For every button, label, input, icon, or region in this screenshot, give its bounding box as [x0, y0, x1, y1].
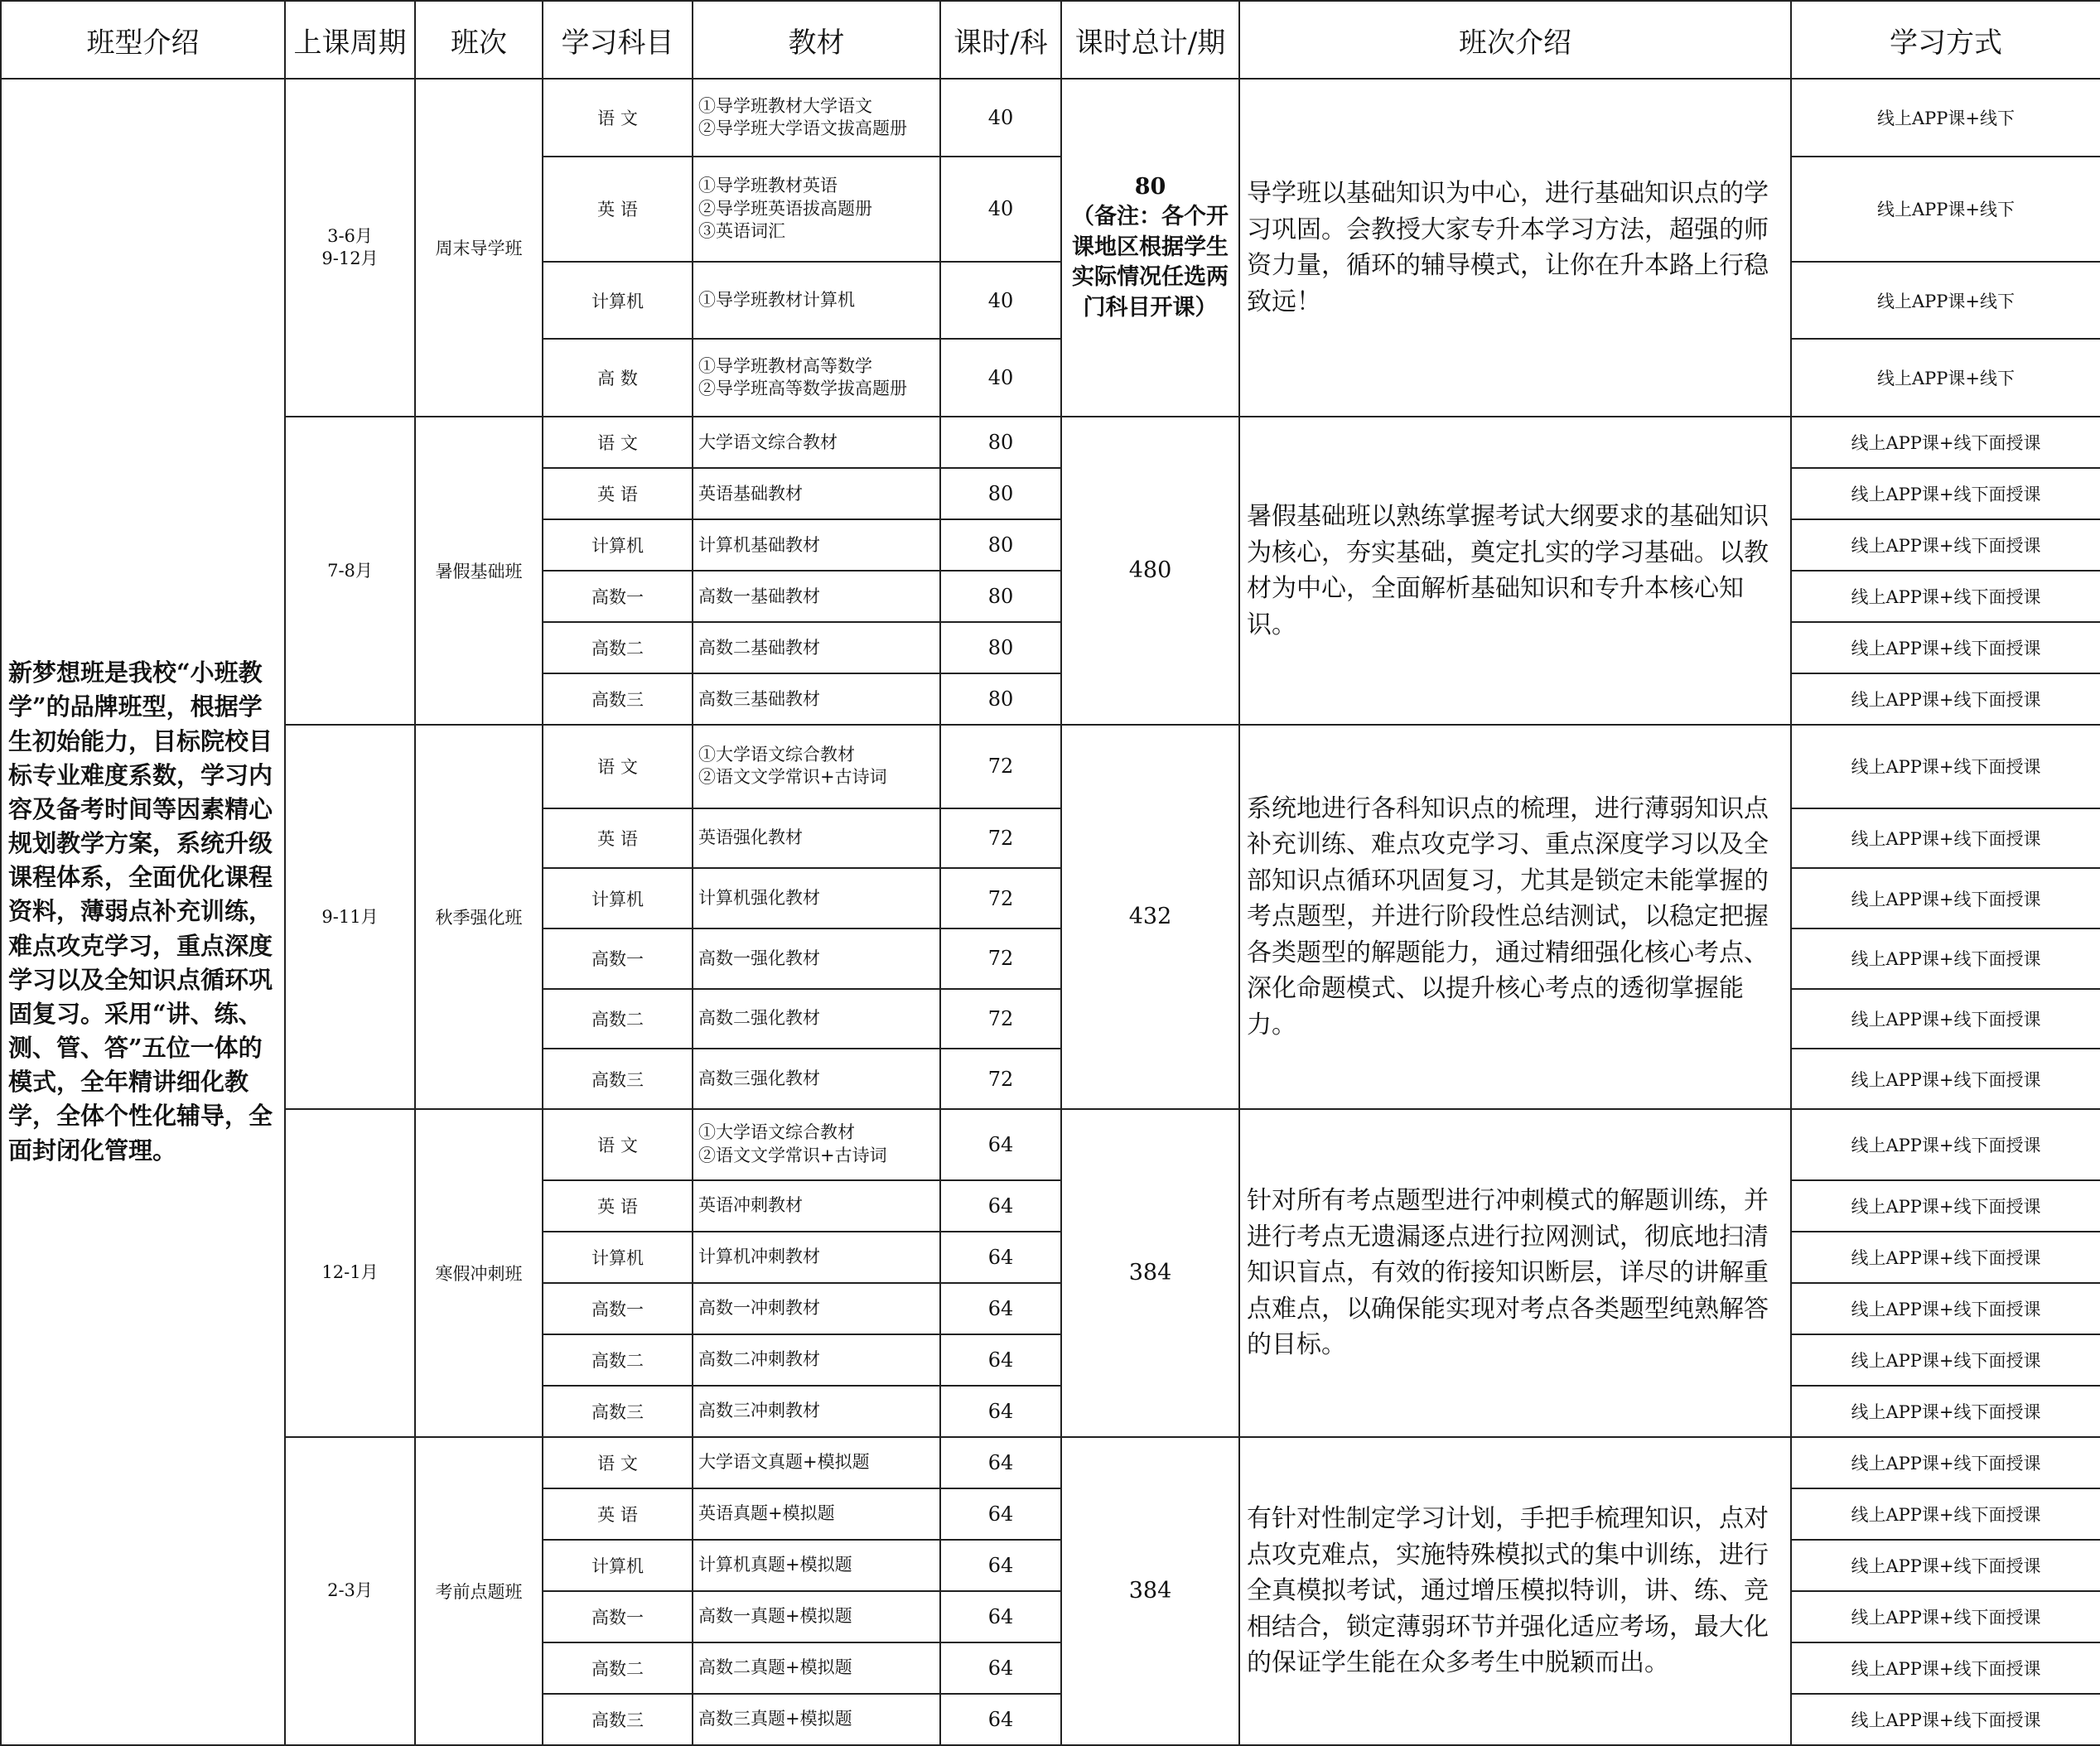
material-cell: 计算机强化教材 — [693, 868, 940, 928]
header-class: 班次 — [415, 1, 543, 79]
hours-cell: 64 — [940, 1437, 1061, 1488]
table-row — [1, 417, 2100, 468]
study-method-cell: 线上APP课+线下 — [1791, 262, 2100, 340]
header-hours: 课时/科 — [940, 1, 1061, 79]
subject-cell: 高数三 — [543, 1694, 693, 1745]
subject-cell: 英 语 — [543, 468, 693, 519]
material-cell: 计算机基础教材 — [693, 519, 940, 571]
subject-cell: 高数三 — [543, 1386, 693, 1437]
table-row — [1, 1109, 2100, 1180]
header-row — [1, 1, 2100, 79]
hours-cell: 72 — [940, 868, 1061, 928]
subject-cell: 英 语 — [543, 1488, 693, 1540]
class-name-cell: 秋季强化班 — [415, 725, 543, 1109]
study-method-cell: 线上APP课+线下面授课 — [1791, 571, 2100, 622]
material-cell: 高数二冲刺教材 — [693, 1334, 940, 1386]
subject-cell: 高数二 — [543, 1642, 693, 1694]
subject-cell: 高数二 — [543, 1334, 693, 1386]
hours-cell: 80 — [940, 622, 1061, 673]
class-name-cell: 考前点题班 — [415, 1437, 543, 1745]
hours-cell: 64 — [940, 1642, 1061, 1694]
study-method-cell: 线上APP课+线下面授课 — [1791, 1437, 2100, 1488]
study-method-cell: 线上APP课+线下面授课 — [1791, 1283, 2100, 1334]
header-description: 班次介绍 — [1239, 1, 1791, 79]
total-hours-cell: 480 — [1061, 417, 1239, 725]
hours-cell: 64 — [940, 1540, 1061, 1591]
table-body — [1, 79, 2100, 1745]
subject-cell: 语 文 — [543, 1437, 693, 1488]
class-description-cell: 暑假基础班以熟练掌握考试大纲要求的基础知识为核心，夯实基础，奠定扎实的学习基础。以教材为中心，全面解析基础知识和专升本核心知识。 — [1239, 417, 1791, 725]
class-name-cell: 暑假基础班 — [415, 417, 543, 725]
material-cell: 计算机冲刺教材 — [693, 1232, 940, 1283]
hours-cell: 40 — [940, 79, 1061, 157]
subject-cell: 计算机 — [543, 1540, 693, 1591]
subject-cell: 英 语 — [543, 808, 693, 869]
study-method-cell: 线上APP课+线下面授课 — [1791, 417, 2100, 468]
class-name-cell: 周末导学班 — [415, 79, 543, 417]
header-method: 学习方式 — [1791, 1, 2100, 79]
hours-cell: 64 — [940, 1694, 1061, 1745]
hours-cell: 80 — [940, 468, 1061, 519]
material-cell: ①导学班教材大学语文 ②导学班大学语文拔高题册 — [693, 79, 940, 157]
material-cell: 高数三强化教材 — [693, 1049, 940, 1109]
hours-cell: 40 — [940, 262, 1061, 340]
hours-cell: 72 — [940, 1049, 1061, 1109]
material-cell: 大学语文综合教材 — [693, 417, 940, 468]
subject-cell: 高数二 — [543, 622, 693, 673]
study-method-cell: 线上APP课+线下面授课 — [1791, 1180, 2100, 1232]
total-hours-cell: 80 （备注：各个开课地区根据学生实际情况任选两门科目开课） — [1061, 79, 1239, 417]
material-cell: 英语真题+模拟题 — [693, 1488, 940, 1540]
material-cell: 英语强化教材 — [693, 808, 940, 869]
class-name-cell: 寒假冲刺班 — [415, 1109, 543, 1437]
hours-cell: 72 — [940, 808, 1061, 869]
study-method-cell: 线上APP课+线下面授课 — [1791, 1334, 2100, 1386]
subject-cell: 计算机 — [543, 519, 693, 571]
header-intro: 班型介绍 — [1, 1, 285, 79]
period-cell: 3-6月 9-12月 — [285, 79, 415, 417]
table-row — [1, 79, 2100, 157]
header-total: 课时总计/期 — [1061, 1, 1239, 79]
study-method-cell: 线上APP课+线下面授课 — [1791, 1694, 2100, 1745]
period-cell: 12-1月 — [285, 1109, 415, 1437]
study-method-cell: 线上APP课+线下面授课 — [1791, 1540, 2100, 1591]
hours-cell: 80 — [940, 571, 1061, 622]
material-cell: ①大学语文综合教材 ②语文文学常识+古诗词 — [693, 1109, 940, 1180]
study-method-cell: 线上APP课+线下 — [1791, 157, 2100, 262]
header-period: 上课周期 — [285, 1, 415, 79]
study-method-cell: 线上APP课+线下 — [1791, 339, 2100, 417]
study-method-cell: 线上APP课+线下面授课 — [1791, 1386, 2100, 1437]
material-cell: 高数一强化教材 — [693, 928, 940, 989]
hours-cell: 80 — [940, 673, 1061, 725]
study-method-cell: 线上APP课+线下 — [1791, 79, 2100, 157]
subject-cell: 高数一 — [543, 928, 693, 989]
material-cell: 高数二真题+模拟题 — [693, 1642, 940, 1694]
study-method-cell: 线上APP课+线下面授课 — [1791, 808, 2100, 869]
study-method-cell: 线上APP课+线下面授课 — [1791, 725, 2100, 808]
material-cell: 高数一冲刺教材 — [693, 1283, 940, 1334]
subject-cell: 语 文 — [543, 725, 693, 808]
class-description-cell: 针对所有考点题型进行冲刺模式的解题训练，并进行考点无遗漏逐点进行拉网测试，彻底地扫清知识盲点，有效的衔接知识断层，详尽的讲解重点难点，以确保能实现对考点各类题型纯熟解答的目标。 — [1239, 1109, 1791, 1437]
period-cell: 2-3月 — [285, 1437, 415, 1745]
study-method-cell: 线上APP课+线下面授课 — [1791, 928, 2100, 989]
material-cell: ①导学班教材计算机 — [693, 262, 940, 340]
hours-cell: 80 — [940, 417, 1061, 468]
material-cell: 高数二强化教材 — [693, 989, 940, 1049]
material-cell: 计算机真题+模拟题 — [693, 1540, 940, 1591]
subject-cell: 计算机 — [543, 262, 693, 340]
study-method-cell: 线上APP课+线下面授课 — [1791, 622, 2100, 673]
hours-cell: 40 — [940, 157, 1061, 262]
subject-cell: 高数一 — [543, 1283, 693, 1334]
study-method-cell: 线上APP课+线下面授课 — [1791, 989, 2100, 1049]
total-hours-cell: 384 — [1061, 1437, 1239, 1745]
subject-cell: 英 语 — [543, 157, 693, 262]
table-row — [1, 1437, 2100, 1488]
study-method-cell: 线上APP课+线下面授课 — [1791, 468, 2100, 519]
subject-cell: 计算机 — [543, 1232, 693, 1283]
subject-cell: 高 数 — [543, 339, 693, 417]
hours-cell: 64 — [940, 1488, 1061, 1540]
hours-cell: 80 — [940, 519, 1061, 571]
study-method-cell: 线上APP课+线下面授课 — [1791, 1642, 2100, 1694]
study-method-cell: 线上APP课+线下面授课 — [1791, 868, 2100, 928]
material-cell: 高数三基础教材 — [693, 673, 940, 725]
total-hours-cell: 384 — [1061, 1109, 1239, 1437]
subject-cell: 高数一 — [543, 1591, 693, 1642]
material-cell: 高数三冲刺教材 — [693, 1386, 940, 1437]
class-description-cell: 有针对性制定学习计划，手把手梳理知识，点对点攻克难点，实施特殊模拟式的集中训练，进行全真模拟考试，通过增压模拟特训，讲、练、竞相结合，锁定薄弱环节并强化适应考场，最大化的保证学生能在众多考生中脱颖而出。 — [1239, 1437, 1791, 1745]
subject-cell: 语 文 — [543, 417, 693, 468]
hours-cell: 72 — [940, 989, 1061, 1049]
material-cell: ①大学语文综合教材 ②语文文学常识+古诗词 — [693, 725, 940, 808]
hours-cell: 40 — [940, 339, 1061, 417]
material-cell: 高数一真题+模拟题 — [693, 1591, 940, 1642]
period-cell: 9-11月 — [285, 725, 415, 1109]
subject-cell: 高数一 — [543, 571, 693, 622]
material-cell: 高数一基础教材 — [693, 571, 940, 622]
subject-cell: 英 语 — [543, 1180, 693, 1232]
hours-cell: 64 — [940, 1334, 1061, 1386]
material-cell: 大学语文真题+模拟题 — [693, 1437, 940, 1488]
subject-cell: 语 文 — [543, 1109, 693, 1180]
hours-cell: 72 — [940, 725, 1061, 808]
hours-cell: 64 — [940, 1109, 1061, 1180]
material-cell: 高数三真题+模拟题 — [693, 1694, 940, 1745]
study-method-cell: 线上APP课+线下面授课 — [1791, 1591, 2100, 1642]
study-method-cell: 线上APP课+线下面授课 — [1791, 519, 2100, 571]
hours-cell: 64 — [940, 1180, 1061, 1232]
subject-cell: 高数三 — [543, 673, 693, 725]
study-method-cell: 线上APP课+线下面授课 — [1791, 1049, 2100, 1109]
study-method-cell: 线上APP课+线下面授课 — [1791, 1232, 2100, 1283]
hours-cell: 64 — [940, 1591, 1061, 1642]
period-cell: 7-8月 — [285, 417, 415, 725]
total-hours-cell: 432 — [1061, 725, 1239, 1109]
study-method-cell: 线上APP课+线下面授课 — [1791, 1488, 2100, 1540]
subject-cell: 语 文 — [543, 79, 693, 157]
header-material: 教材 — [693, 1, 940, 79]
hours-cell: 64 — [940, 1283, 1061, 1334]
class-description-cell: 系统地进行各科知识点的梳理，进行薄弱知识点补充训练、难点攻克学习、重点深度学习以及全部知识点循环巩固复习，尤其是锁定未能掌握的考点题型，并进行阶段性总结测试，以稳定把握各类题型的解题能力，通过精细强化核心考点、深化命题模式、以提升核心考点的透彻掌握能力。 — [1239, 725, 1791, 1109]
header-subject: 学习科目 — [543, 1, 693, 79]
material-cell: ①导学班教材英语 ②导学班英语拔高题册 ③英语词汇 — [693, 157, 940, 262]
study-method-cell: 线上APP课+线下面授课 — [1791, 673, 2100, 725]
hours-cell: 64 — [940, 1386, 1061, 1437]
subject-cell: 高数三 — [543, 1049, 693, 1109]
hours-cell: 72 — [940, 928, 1061, 989]
material-cell: 高数二基础教材 — [693, 622, 940, 673]
class-description-cell: 导学班以基础知识为中心，进行基础知识点的学习巩固。会教授大家专升本学习方法，超强的师资力量，循环的辅导模式，让你在升本路上行稳致远！ — [1239, 79, 1791, 417]
subject-cell: 计算机 — [543, 868, 693, 928]
class-type-intro: 新梦想班是我校“小班教学”的品牌班型，根据学生初始能力，目标院校目标专业难度系数，学习内容及备考时间等因素精心规划教学方案，系统升级课程体系，全面优化课程资料，薄弱点补充训练，难点攻克学习，重点深度学习以及全知识点循环巩固复习。采用“讲、练、测、管、答”五位一体的模式，全年精讲细化教学，全体个性化辅导，全面封闭化管理。 — [1, 79, 285, 1745]
material-cell: 英语基础教材 — [693, 468, 940, 519]
subject-cell: 高数二 — [543, 989, 693, 1049]
material-cell: 英语冲刺教材 — [693, 1180, 940, 1232]
hours-cell: 64 — [940, 1232, 1061, 1283]
material-cell: ①导学班教材高等数学 ②导学班高等数学拔高题册 — [693, 339, 940, 417]
study-method-cell: 线上APP课+线下面授课 — [1791, 1109, 2100, 1180]
table-row — [1, 725, 2100, 808]
